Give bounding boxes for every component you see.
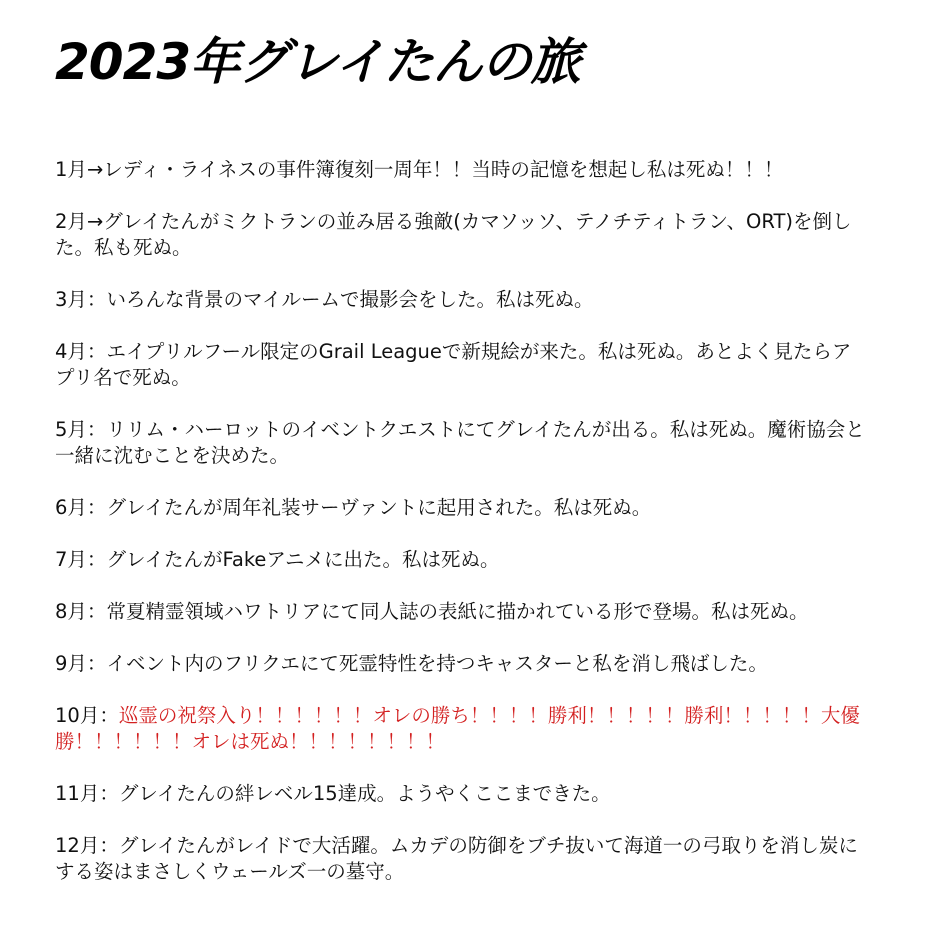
entry-august [55, 599, 870, 625]
entry-month: 7月 [55, 548, 87, 571]
entry-month: 12月 [55, 834, 100, 857]
entry-month: 3月 [55, 288, 87, 311]
entry-separator: ： [99, 704, 119, 727]
page-title: 2023年グレイたんの旅 [55, 33, 580, 91]
entry-text: リリム・ハーロットのイベントクエストにてグレイたんが出る。私は死ぬ。魔術協会と一緒に沈むことを決めた。 [55, 418, 865, 467]
entry-separator: ： [86, 548, 107, 571]
entry-text: グレイたんがFakeアニメに出た。私は死ぬ。 [106, 548, 500, 571]
entry-separator: → [86, 158, 104, 181]
entry-separator: ： [86, 288, 107, 311]
entry-december [55, 833, 870, 885]
entry-month: 9月 [55, 652, 87, 675]
entry-january [55, 157, 870, 183]
entry-april [55, 339, 870, 391]
entry-text: イベント内のフリクエにて死霊特性を持つキャスターと私を消し飛ばした。 [106, 652, 768, 675]
entry-september [55, 651, 870, 677]
entry-month: 1月 [55, 158, 87, 181]
entry-month: 4月 [55, 340, 87, 363]
entry-text: グレイたんの絆レベル15達成。ようやくここまできた。 [118, 782, 611, 805]
entry-month: 11月 [55, 782, 100, 805]
entry-may [55, 417, 870, 469]
entry-separator: ： [86, 600, 107, 623]
entry-separator: ： [99, 782, 119, 805]
entry-separator: ： [86, 652, 107, 675]
entry-separator: → [86, 210, 104, 233]
entry-march [55, 287, 870, 313]
entry-text-highlighted: 巡霊の祝祭入り！！！！！！オレの勝ち！！！！勝利！！！！！勝利！！！！！大優勝！！！！！！オレは死ぬ！！！！！！！！ [55, 704, 860, 753]
entry-month: 10月 [55, 704, 100, 727]
entry-month: 8月 [55, 600, 87, 623]
entry-month: 2月 [55, 210, 87, 233]
entry-month: 5月 [55, 418, 87, 441]
entry-text: エイプリルフール限定のGrail Leagueで新規絵が来た。私は死ぬ。あとよく見たらアプリ名で死ぬ。 [55, 340, 852, 389]
entry-text: グレイたんが周年礼装サーヴァントに起用された。私は死ぬ。 [106, 496, 652, 519]
entry-separator: ： [86, 418, 107, 441]
entry-text: グレイたんがレイドで大活躍。ムカデの防御をブチ抜いて海道一の弓取りを消し炭にする姿はまさしくウェールズ一の墓守。 [55, 834, 858, 883]
entry-separator: ： [99, 834, 119, 857]
entry-february [55, 209, 870, 261]
entry-november [55, 781, 870, 807]
entry-text: グレイたんがミクトランの並み居る強敵(カマソッソ、テノチティトラン、ORT)を倒した。私も死ぬ。 [55, 210, 852, 259]
entry-october [55, 703, 870, 755]
entry-june [55, 495, 870, 521]
entry-text: いろんな背景のマイルームで撮影会をした。私は死ぬ。 [106, 288, 594, 311]
entry-separator: ： [86, 496, 107, 519]
entry-text: 常夏精霊領域ハワトリアにて同人誌の表紙に描かれている形で登場。私は死ぬ。 [106, 600, 809, 623]
entry-text: レディ・ライネスの事件簿復刻一周年！！当時の記憶を想起し私は死ぬ！！！ [103, 158, 784, 181]
month-entry-list [55, 157, 870, 911]
entry-separator: ： [86, 340, 107, 363]
entry-month: 6月 [55, 496, 87, 519]
entry-july [55, 547, 870, 573]
